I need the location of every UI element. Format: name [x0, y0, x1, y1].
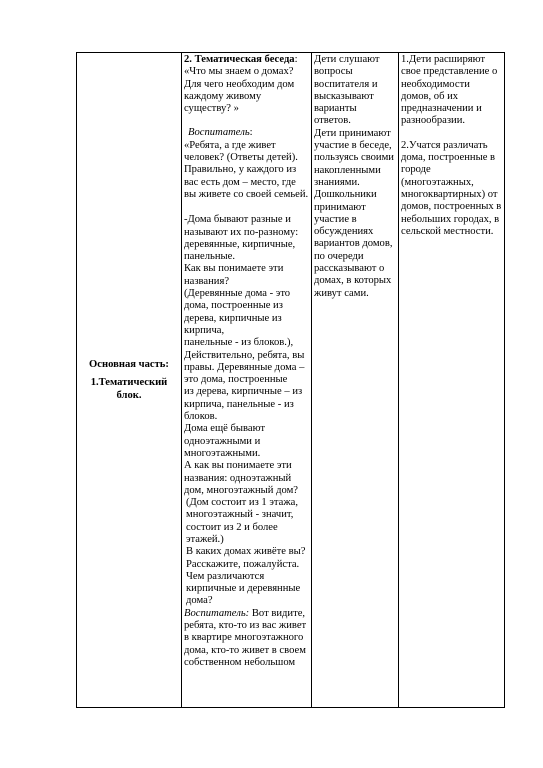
children-activity-3: Дошкольники принимают участие в обсуждениях вариантов домов, по очереди рассказывают о домах, в которых живут сами.	[314, 189, 393, 299]
speech-paragraph: -Дома бывают разные и называют их по-разному: деревянные, кирпичные, панельные.	[184, 214, 299, 263]
lesson-plan-table	[76, 52, 505, 708]
speech-paragraph: (Дом состоит из 1 этажа, многоэтажный - значит, состоит из 2 и более этажей.)	[186, 497, 299, 545]
speech-paragraph: (Деревянные дома - это дома, построенные из дерева, кирпичные из кирпича,	[184, 288, 291, 336]
heading-colon: :	[294, 54, 298, 65]
speech-paragraph: Как вы понимаете эти названия?	[184, 263, 284, 287]
speech-paragraph-final	[184, 608, 309, 669]
expected-result-2: 2.Учатся различать дома, построенные в городе (многоэтажных, многоквартирных) от домов, построенных в небольших городах, в сельской местности.	[401, 139, 502, 237]
speech-paragraph: В каких домах живёте вы? Расскажите, пожалуйста. Чем различаются кирпичные и деревянные дома?	[186, 546, 306, 607]
stage-cell	[77, 53, 182, 708]
subsection-title: 1.Тематический блок.	[90, 377, 168, 401]
speaker-name: Воспитатель:	[184, 607, 250, 619]
speech-paragraph: «Ребята, а где живет человек? (Ответы детей). Правильно, у каждого из вас есть дом – место, где вы живете со своей семьей.	[184, 139, 309, 200]
spacer	[401, 128, 502, 140]
speech-paragraph: А как вы понимаете эти названия: одноэтажный дом, многоэтажный дом?	[184, 460, 298, 496]
section-title: Основная часть:	[89, 359, 169, 371]
speech-paragraph: Действительно, ребята, вы правы. Деревянные дома – это дома, построенные	[184, 349, 305, 386]
spacer	[184, 115, 309, 127]
spacer	[184, 201, 309, 214]
speech-paragraph: панельные - из блоков.),	[184, 337, 294, 349]
heading-bold: 2. Тематическая беседа	[184, 54, 295, 65]
speaker-colon: :	[249, 127, 253, 139]
speaker-name: Воспитатель	[188, 127, 250, 139]
expected-result-cell	[399, 53, 505, 708]
children-activity-2: Дети принимают участие в беседе, пользуясь своими накопленными знаниями.	[314, 127, 394, 188]
conversation-heading	[184, 54, 309, 66]
speech-text: Вот видите, ребята, кто-то из вас живет в квартире многоэтажного дома, кто-то живет в своем собственном небольшом	[184, 607, 307, 668]
children-activity-1: Дети слушают вопросы воспитателя и высказывают варианты ответов.	[314, 54, 380, 127]
speaker-line	[184, 127, 309, 139]
teacher-activity-cell	[182, 53, 312, 708]
expected-result-1: 1.Дети расширяют свое представление о необходимости домов, об их предназначении и разнообразии.	[401, 54, 498, 127]
speech-paragraph: из дерева, кирпичные – из кирпича, панельные - из блоков.	[184, 386, 303, 423]
conversation-question: «Что мы знаем о домах? Для чего необходим дом каждому живому существу? »	[184, 66, 295, 115]
table-row	[77, 53, 505, 708]
speech-paragraph: Дома ещё бывают одноэтажными и многоэтажными.	[184, 423, 265, 459]
children-activity-cell	[312, 53, 399, 708]
